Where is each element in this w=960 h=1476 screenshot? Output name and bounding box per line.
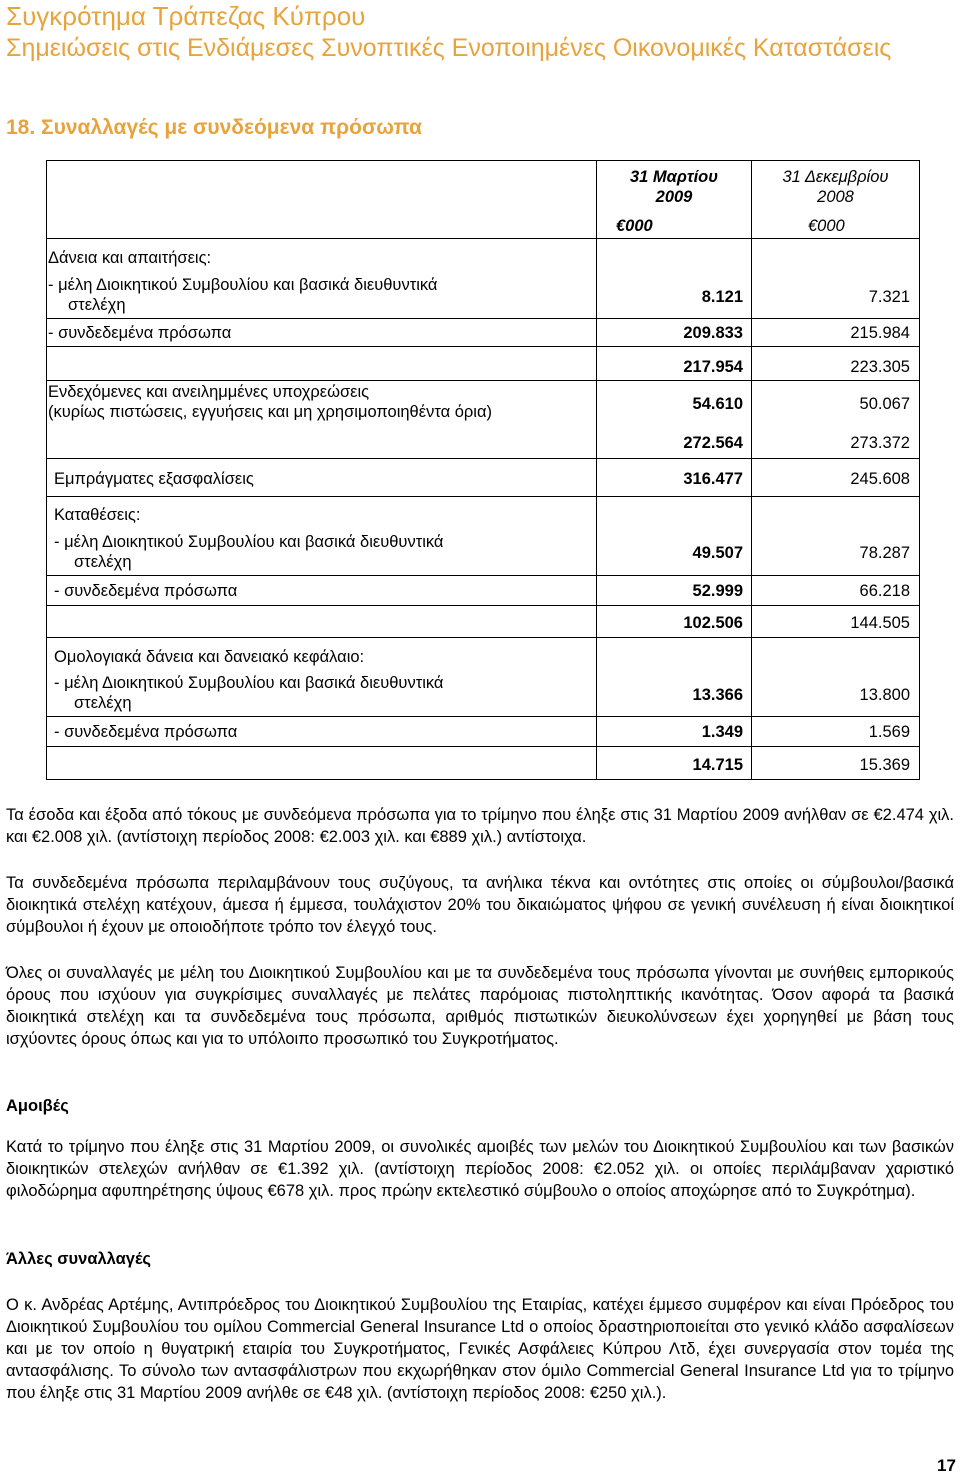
remuneration-paragraph: Κατά το τρίμηνο που έληξε στις 31 Μαρτίου 2009, οι συνολικές αμοιβές των μελών του Διοικητικού Συμβουλίου και των βασικών διοικητικών στελεχών ανήλθαν σε €1.392 χιλ. (αντίστοιχη περίοδος 2008: €2.052 χιλ. οι οποίες περιλάμβαναν χαριστικό φιλοδώρημα αφυπηρέτησης ύψους €678 χιλ. προς πρώην εκτελεστικό σύμβουλο ο οποίος αποχώρησε από το Συγκρότημα).	[6, 1138, 954, 1200]
loans-board-v1: 8.121	[701, 288, 743, 306]
col1-unit: €000	[616, 217, 653, 235]
collateral-v2: 245.608	[850, 470, 910, 488]
dep-board-v1: 49.507	[692, 544, 743, 562]
contingent-label	[48, 382, 593, 422]
bonds-total-v1: 14.715	[692, 756, 743, 774]
subtotal-v2: 273.372	[850, 434, 910, 452]
dep-related-v2: 66.218	[859, 582, 910, 600]
loans-label: Δάνεια και απαιτήσεις:	[48, 249, 212, 267]
col2-header	[752, 167, 919, 207]
loans-related-label: - συνδεδεμένα πρόσωπα	[48, 324, 232, 342]
document-subtitle: Σημειώσεις στις Ενδιάμεσες Συνοπτικές Ενοποιημένες Οικονομικές Καταστάσεις	[6, 34, 892, 62]
contingent-v2: 50.067	[859, 395, 910, 413]
deposits-label: Καταθέσεις:	[54, 506, 141, 524]
bonds-board-line1: - μέλη Διοικητικού Συμβουλίου και βασικά διευθυντικά	[54, 674, 444, 692]
contingent-v1: 54.610	[692, 395, 743, 413]
collateral-v1: 316.477	[683, 470, 743, 488]
bonds-board-line2: στελέχη	[74, 694, 132, 712]
related-persons-definition-paragraph: Τα συνδεδεμένα πρόσωπα περιλαμβάνουν τους συζύγους, τα ανήλικα τέκνα και οντότητες στις οποίες οι σύμβουλοι/βασικά διοικητικά στελέχη κατέχουν, άμεσα ή έμμεσα, τουλάχιστον 20% του δικαιώματος ψήφου σε γενική συνέλευση ή είναι διοικητικοί σύμβουλοι ή έχουν με οποιοδήποτε τρόπο τον έλεγχό τους.	[6, 874, 954, 936]
subtotal-v1: 272.564	[683, 434, 743, 452]
bonds-board-v1: 13.366	[692, 686, 743, 704]
section-title: 18. Συναλλαγές με συνδεόμενα πρόσωπα	[6, 116, 422, 139]
contingent-line1: Ενδεχόμενες και ανειλημμένες υποχρεώσεις	[48, 383, 370, 401]
loans-related-v2: 215.984	[850, 324, 910, 342]
loans-board-label	[48, 275, 588, 315]
other-transactions-heading: Άλλες συναλλαγές	[6, 1250, 151, 1268]
page-number: 17	[937, 1456, 956, 1475]
dep-total-v2: 144.505	[850, 614, 910, 632]
dep-board-line1: - μέλη Διοικητικού Συμβουλίου και βασικά διευθυντικά	[54, 533, 444, 551]
col1-header-line2: 2009	[655, 188, 693, 206]
col2-header-line1: 31 Δεκεμβρίου	[782, 168, 889, 186]
bonds-related-v1: 1.349	[701, 723, 743, 741]
remuneration-heading: Αμοιβές	[6, 1097, 69, 1115]
contingent-line2: (κυρίως πιστώσεις, εγγυήσεις και μη χρησιμοποιηθέντα όρια)	[48, 403, 493, 421]
dep-related-label: - συνδεδεμένα πρόσωπα	[54, 582, 238, 600]
bonds-total-v2: 15.369	[859, 756, 910, 774]
interest-income-paragraph: Τα έσοδα και έξοδα από τόκους με συνδεόμενα πρόσωπα για το τρίμηνο που έληξε στις 31 Μαρτίου 2009 ανήλθαν σε €2.474 χιλ. και €2.008 χιλ. (αντίστοιχη περίοδος 2008: €2.003 χιλ. και €889 χιλ.) αντίστοιχα.	[6, 806, 954, 846]
loans-total-v2: 223.305	[850, 358, 910, 376]
bonds-board-label	[54, 673, 589, 713]
loans-board-line1: - μέλη Διοικητικού Συμβουλίου και βασικά διευθυντικά	[48, 276, 438, 294]
col2-unit: €000	[808, 217, 845, 235]
collateral-label: Εμπράγματες εξασφαλίσεις	[54, 470, 254, 488]
dep-board-line2: στελέχη	[74, 553, 132, 571]
loans-board-line2: στελέχη	[68, 296, 126, 314]
transactions-terms-paragraph: Όλες οι συναλλαγές με μέλη του Διοικητικού Συμβουλίου και με τα συνδεδεμένα τους πρόσωπα γίνονται με συνήθεις εμπορικούς όρους που ισχύουν για συγκρίσιμες συναλλαγές με πελάτες παρόμοιας πιστοληπτικής ικανότητας. Όσον αφορά τα βασικά διοικητικά στελέχη και τα συνδεδεμένα τους πρόσωπα, αριθμός πιστωτικών διευκολύνσεων έχει χορηγηθεί με βάση τους ισχύοντες όρους όπως και για το υπόλοιπο προσωπικό του Συγκροτήματος.	[6, 964, 954, 1048]
company-title: Συγκρότημα Τράπεζας Κύπρου	[6, 1, 366, 31]
dep-board-v2: 78.287	[859, 544, 910, 562]
dep-board-label	[54, 532, 589, 572]
dep-related-v1: 52.999	[692, 582, 743, 600]
bonds-related-label: - συνδεδεμένα πρόσωπα	[54, 723, 238, 741]
col1-header	[597, 167, 751, 207]
bonds-label: Ομολογιακά δάνεια και δανειακό κεφάλαιο:	[54, 648, 365, 666]
loans-related-v1: 209.833	[683, 324, 743, 342]
bonds-board-v2: 13.800	[859, 686, 910, 704]
loans-board-v2: 7.321	[868, 288, 910, 306]
bonds-related-v2: 1.569	[868, 723, 910, 741]
col2-header-line2: 2008	[817, 188, 854, 206]
other-transactions-paragraph: Ο κ. Ανδρέας Αρτέμης, Αντιπρόεδρος του Διοικητικού Συμβουλίου της Εταιρίας, κατέχει έμμεσο συμφέρον και είναι Πρόεδρος του Διοικητικού Συμβουλίου του ομίλου Commercial General Insurance Ltd ο οποίος δραστηριοποιείται στο γενικό κλάδο ασφαλίσεων και με τον οποίο η θυγατρική εταιρία του Συγκροτήματος, Γενικές Ασφάλειες Κύπρου Λτδ, έχει συνεργασία στον τομέα της αντασφάλισης. Το σύνολο των αντασφάλιστρων που εκχωρήθηκαν στον όμιλο Commercial General Insurance Ltd για το τρίμηνο που έληξε στις 31 Μαρτίου 2009 ανήλθε σε €48 χιλ. (αντίστοιχη περίοδος 2008: €250 χιλ.).	[6, 1296, 954, 1402]
loans-total-v1: 217.954	[683, 358, 743, 376]
col1-header-line1: 31 Μαρτίου	[629, 168, 719, 186]
dep-total-v1: 102.506	[683, 614, 743, 632]
